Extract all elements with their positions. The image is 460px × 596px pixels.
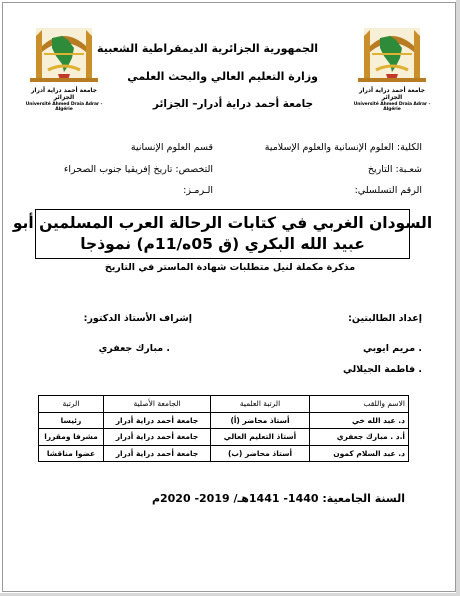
thesis-title-line1: السودان الغربي في كتابات الرحالة العرب المسلمين أبو: [12, 214, 433, 232]
cell-role: عضوا مناقشا: [39, 445, 104, 462]
table-header-row: [39, 396, 409, 413]
university-emblem-icon: [350, 24, 434, 86]
cell-rank: أستاذ محاضر (ب): [211, 445, 310, 462]
branch-field: شعـبة: التاريخ: [367, 164, 422, 175]
student-name-2: . فاطمة الجيلالي: [342, 364, 422, 375]
header-university: جامعة أحمد دراية أدرار– الجزائر: [152, 98, 314, 110]
cell-rank: أستاذ محاضر (أ): [211, 412, 310, 429]
thesis-title-line2: عبيد الله البكري (ق 05ه/11م) نموذجا: [80, 235, 365, 253]
column-header-name: الاسم واللقب: [310, 396, 409, 413]
prepared-by-label: إعداد الطالبتين:: [348, 313, 422, 324]
committee-table: [38, 395, 409, 462]
thesis-subtitle: مذكرة مكملة لنيل متطلبات شهادة الماستر في التاريخ: [104, 262, 356, 273]
academic-year: السنة الجامعية: 1440- 1441هـ/ 2019- 2020م: [151, 492, 405, 505]
university-logo-right: [350, 24, 434, 112]
column-header-rank: الرتبة العلمية: [211, 396, 310, 413]
table-row: [39, 445, 409, 462]
specialty-field: التخصص: تاريخ إفريقيا جنوب الصحراء: [63, 164, 213, 175]
supervisor-label: إشراف الأستاذ الدكتور:: [83, 313, 192, 324]
department-field: قسم العلوم الإنسانية: [130, 142, 213, 153]
university-logo-left: [22, 24, 106, 112]
cell-role: رئيسا: [39, 412, 104, 429]
cell-university: جامعة أحمد دراية أدرار: [104, 445, 211, 462]
logo-caption-arabic: جامعة أحمد دراية أدرار الجزائر: [30, 87, 98, 101]
faculty-field: الكلية: العلوم الإنسانية والعلوم الإسلامية: [264, 142, 422, 153]
column-header-university: الجامعة الأصلية: [104, 396, 211, 413]
cell-university: جامعة أحمد دراية أدرار: [104, 429, 211, 446]
cell-rank: أستاذ التعليم العالي: [211, 429, 310, 446]
supervisor-name: . مبارك جعفري: [98, 343, 170, 354]
code-field: الـرمـز:: [183, 185, 213, 196]
cell-role: مشرفا ومقررا: [39, 429, 104, 446]
table-row: [39, 412, 409, 429]
serial-number-field: الرقم التسلسلي:: [354, 185, 422, 196]
column-header-role: الرتبة: [39, 396, 104, 413]
logo-caption-arabic: جامعة أحمد دراية أدرار الجزائر: [358, 87, 426, 101]
student-name-1: . مريم ايوبي: [363, 343, 422, 354]
cell-university: جامعة أحمد دراية أدرار: [104, 412, 211, 429]
logo-caption-latin: Université Ahmed Draia Adrar - Algérie: [353, 102, 431, 112]
cell-name: د. عبد الله خي: [310, 412, 409, 429]
page-edge-shadow: [456, 0, 460, 596]
header-republic: الجمهورية الجزائرية الديمقراطية الشعبية: [97, 42, 318, 55]
cell-name: د. عبد السلام كمون: [310, 445, 409, 462]
header-ministry: وزارة التعليم العالي والبحث العلمي: [127, 70, 318, 83]
university-emblem-icon: [22, 24, 106, 86]
cell-name: أ.د . مبارك جعفري: [310, 429, 409, 446]
thesis-title-box: [12, 209, 433, 259]
table-row: [39, 429, 409, 446]
logo-caption-latin: Université Ahmed Draia Adrar - Algérie: [25, 102, 103, 112]
